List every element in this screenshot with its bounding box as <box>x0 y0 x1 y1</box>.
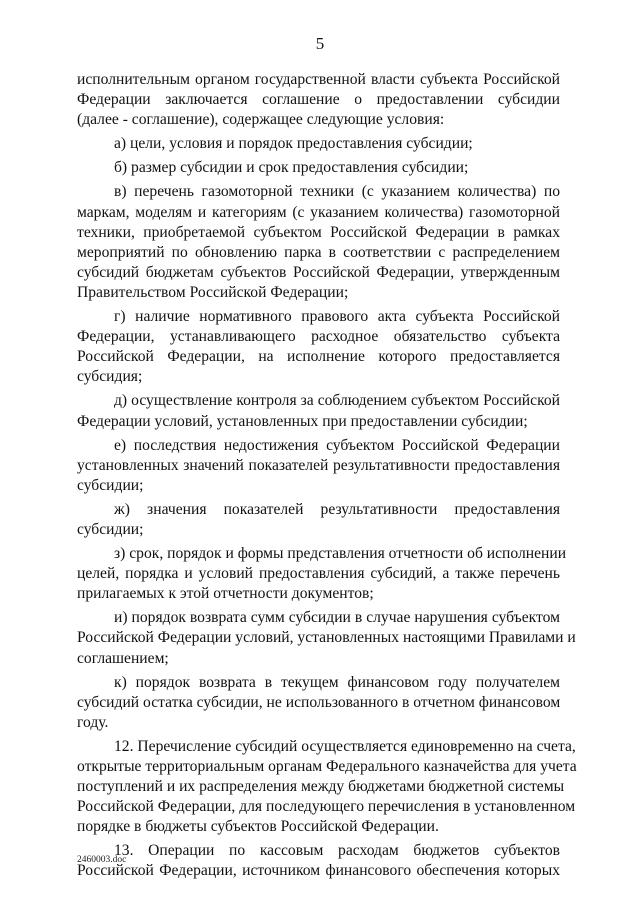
paragraph-line: исполнительным органом государственной власти субъекта Российской <box>77 71 560 88</box>
list-item <box>77 134 560 154</box>
list-item <box>77 673 560 733</box>
list-item <box>77 391 560 431</box>
paragraph <box>77 70 560 130</box>
paragraph-line: и) порядок возврата сумм субсидии в случае нарушения субъектом <box>114 609 560 627</box>
paragraph-line: з) срок, порядок и формы представления отчетности об исполнении <box>114 545 567 563</box>
numbered-paragraph <box>77 737 577 837</box>
paragraph-line: прилагаемых к этой отчетности документов; <box>77 585 374 603</box>
list-item <box>77 608 576 668</box>
paragraph-line: техники, приобретаемой субъектом Российской Федерации в рамках <box>77 223 560 241</box>
paragraph-line: 13. Операции по кассовым расходам бюджетов субъектов <box>114 842 560 860</box>
paragraph-line: в) перечень газомоторной техники (с указанием количества) по <box>114 183 560 201</box>
paragraph-line: субсидии; <box>77 520 144 538</box>
page-number: 5 <box>315 34 325 53</box>
paragraph-line: Правительством Российской Федерации; <box>77 283 349 301</box>
paragraph-line: ж) значения показателей результативности предоставления <box>114 500 560 518</box>
paragraph-line: Российской Федерации, на исполнение которого предоставляется <box>77 348 560 366</box>
paragraph-line: Российской Федерации, для последующего перечисления в установленном <box>77 798 576 816</box>
paragraph-line: д) осуществление контроля за соблюдением субъектом Российской <box>114 392 560 410</box>
paragraph-line: к) порядок возврата в текущем финансовом году получателем <box>114 673 560 691</box>
document-body <box>77 70 577 882</box>
paragraph-line: мероприятий по обновлению парка в соответствии с распределением <box>77 243 560 261</box>
numbered-paragraph <box>77 841 560 881</box>
paragraph-line: открытые территориальным органам Федерального казначейства для учета <box>77 758 577 775</box>
paragraph-line: е) последствия недостижения субъектом Российской Федерации <box>114 436 560 454</box>
paragraph-line: Российской Федерации, источником финансового обеспечения которых <box>77 862 560 880</box>
paragraph-line: Федерации, устанавливающего расходное обязательство субъекта <box>77 328 560 346</box>
list-item <box>77 500 560 540</box>
paragraph-line: году. <box>77 713 109 731</box>
paragraph-line: г) наличие нормативного правового акта субъекта Российской <box>114 308 560 326</box>
list-item <box>77 436 560 496</box>
paragraph-line: Российской Федерации условий, установленных настоящими Правилами и <box>77 629 576 647</box>
paragraph-line: целей, порядка и условий предоставления субсидий, а также перечень <box>77 565 560 583</box>
paragraph-line: маркам, моделям и категориям (с указанием количества) газомоторной <box>77 203 560 221</box>
paragraph-line: субсидий бюджетам субъектов Российской Федерации, утвержденным <box>77 263 560 281</box>
paragraph-line: субсидии; <box>77 476 144 494</box>
paragraph-line: б) размер субсидии и срок предоставления субсидии; <box>114 159 469 177</box>
list-item <box>77 182 560 303</box>
list-item <box>77 544 567 604</box>
list-item <box>77 307 560 387</box>
paragraph-line: 12. Перечисление субсидий осуществляется единовременно на счета, <box>114 737 576 755</box>
paragraph-line: установленных значений показателей результативности предоставления <box>77 456 560 474</box>
paragraph-line: порядке в бюджеты субъектов Российской Федерации. <box>77 818 439 836</box>
paragraph-line: поступлений и их распределения между бюджетами бюджетной системы <box>77 778 565 796</box>
list-item <box>77 158 560 178</box>
paragraph-line: Федерации заключается соглашение о предоставлении субсидии <box>77 91 560 109</box>
paragraph-line: субсидия; <box>77 368 143 386</box>
paragraph-line: Федерации условий, установленных при предоставлении субсидии; <box>77 412 528 430</box>
paragraph-line: соглашением; <box>77 649 169 667</box>
paragraph-line: а) цели, условия и порядок предоставления субсидии; <box>114 135 473 153</box>
paragraph-line: (далее - соглашение), содержащее следующие условия: <box>77 111 445 129</box>
document-filename: 2460003.doc <box>77 855 127 865</box>
paragraph-line: субсидий остатка субсидии, не использованного в отчетном финансовом <box>77 693 561 711</box>
